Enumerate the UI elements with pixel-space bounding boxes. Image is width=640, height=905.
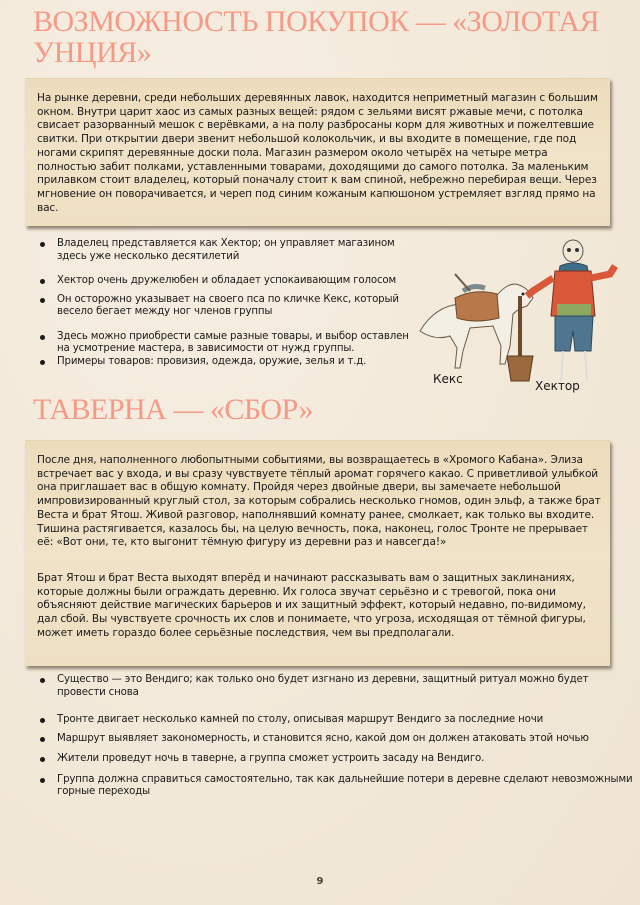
list-item: Хектор очень дружелюбен и обладает успокаивающим голосом <box>35 275 415 288</box>
list-item: Маршрут выявляет закономерность, и становится ясно, какой дом он должен атаковать этой ночью <box>35 733 640 746</box>
skeleton-shopkeeper-illustration <box>527 240 615 381</box>
read-aloud-text: На рынке деревни, среди небольших деревянных лавок, находится неприметный магазин с большим окном. Внутри царит хаос из самых разных вещей: рядом с зельями висят ржавые мечи, с потолка свисает разорванный мешок с верёвками, а на полу разбросаны корм для животных и пожелтевшие свитки. При открытии двери звенит небольшой колокольчик, и вы входите в помещение, где под ногами скрипят деревянные доски пола. Магазин размером около четырёх на четыре метра полностью забит полками, уставленными товарами, доходящими до самого потолка. За маленьким прилавком стоит владелец, который поначалу стоит к вам спиной, небрежно перебирая вещи. Через мгновение он поворачивается, и череп под синим кожаным капюшоном устремляет взгляд прямо на вас. <box>37 92 598 214</box>
list-item: Примеры товаров: провизия, одежда, оружие, зелья и т.д. <box>35 356 415 369</box>
bullet-list-tavern <box>35 674 640 799</box>
list-item: Жители проведут ночь в таверне, а группа сможет устроить засаду на Вендиго. <box>35 753 640 766</box>
read-aloud-box-shop <box>25 78 610 226</box>
dog-illustration <box>420 274 533 368</box>
read-aloud-text: После дня, наполненного любопытными событиями, вы возвращаетесь в «Хромого Кабана». Элиза встречает вас у входа, и вы сразу чувствуете тёплый аромат горячего какао. С приветливой улыбкой она приглашает вас в общую комнату. Пройдя через двойные двери, вы замечаете небольшой импровизированный круглый стол, за которым собрались несколько гномов, один эльф, а также брат Веста и брат Ятош. Живой разговор, наполнявший комнату ранее, смолкает, как только вы входите. Тишина растягивается, казалось бы, на целую вечность, пока, наконец, голос Тронте не прерывает её: «Вот они, те, кто выгонит тёмную фигуру из деревни раз и навсегда!» <box>37 454 601 549</box>
section-title-shop: ВОЗМОЖНОСТЬ ПОКУПОК — «ЗОЛОТАЯ УНЦИЯ» <box>33 5 599 69</box>
list-item: Он осторожно указывает на своего пса по кличке Кекс, который весело бегает между ног членов группы <box>35 294 415 319</box>
list-item: Тронте двигает несколько камней по столу, описывая маршрут Вендиго за последние ночи <box>35 714 640 727</box>
list-item: Существо — это Вендиго; как только оно будет изгнано из деревни, защитный ритуал можно будет провести снова <box>35 674 640 699</box>
section-title-tavern: ТАВЕРНА — «СБОР» <box>33 393 313 426</box>
read-aloud-text: Брат Ятош и брат Веста выходят вперёд и начинают рассказывать вам о защитных заклинаниях, которые должны были ограждать деревню. Их голоса звучат серьёзно и с тревогой, пока они объясняют действие магических барьеров и их защитный эффект, который недавно, по-видимому, дал сбой. Вы чувствуете срочность их слов и понимаете, что угроза, исходящая от тёмной фигуры, может иметь гораздо более серьёзные последствия, чем вы предполагали. <box>37 572 586 639</box>
list-item: Владелец представляется как Хектор; он управляет магазином здесь уже несколько десятилетий <box>35 238 415 263</box>
read-aloud-box-tavern <box>25 440 610 666</box>
list-item: Здесь можно приобрести самые разные товары, и выбор оставлен на усмотрение мастера, в зависимости от нужд группы. <box>35 331 415 356</box>
page-number: 9 <box>316 876 324 887</box>
bullet-list-shop <box>35 238 415 368</box>
list-item: Группа должна справиться самостоятельно, так как дальнейшие потери в деревне сделают невозможными горные переходы <box>35 774 640 799</box>
caption-keks: Кекс <box>433 372 463 386</box>
caption-hektor: Хектор <box>535 379 580 393</box>
